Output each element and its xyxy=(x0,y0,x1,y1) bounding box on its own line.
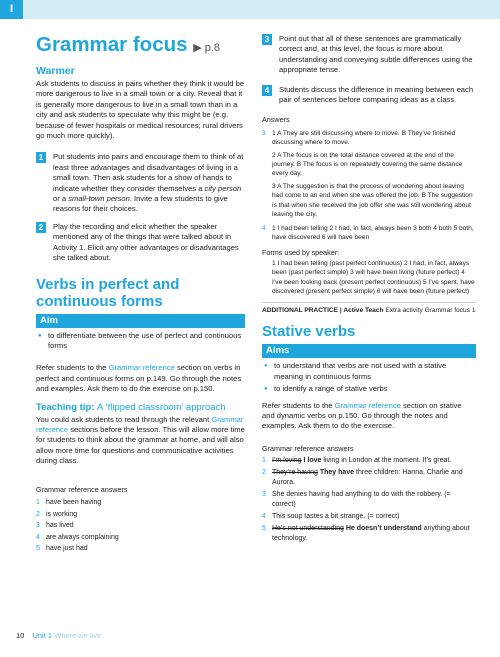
section-tab: I xyxy=(0,0,23,19)
warmer-text: Ask students to discuss in pairs whether they think it would be more dangerous to live in a small town or a city. Reveal that it is generally more dangerous to live in a small town than in a city and ask students to speculate why this might be (e.g. because of fewer hospitals or medical resources; rural drivers go much more quickly). xyxy=(36,79,245,141)
refer-text: Refer students to the Grammar reference section on stative and dynamic verbs on p.150. Go through the notes and examples. Ask them to do the exercise. xyxy=(262,400,462,431)
section-heading-verbs: Verbs in perfect and continuous forms xyxy=(36,275,180,310)
answer-item: 4 are always complaining xyxy=(36,533,119,541)
grammar-reference-link: Grammar reference xyxy=(36,414,244,434)
refer-text: Refer students to the Grammar reference section on verbs in perfect and continuous forms on p.149. Go through the notes and examples. Ask them to do the exercise on p.150. xyxy=(36,363,242,394)
page-number: 10 xyxy=(16,631,25,640)
step-3: 3 Point out that all of these sentences are grammatically correct and, at this level, the focus is more about understanding and conveying subtle differences using the appropriate tense. xyxy=(262,34,476,76)
step-number: 3 xyxy=(262,34,272,45)
forms-text: 1 I had been telling (past perfect continuous) 2 I had, in fact, always been (past perfect simple) 3 will have been living (future perfect) 4 I’ve been looking back (present perfect continuous) 5 I’ve spent, have discovered (present perfect simple) 6 will have been (future perfect) xyxy=(272,259,475,295)
unit-title: Where we live xyxy=(54,631,102,640)
answers-4: 4 1 I had been telling 2 I had, in fact, always been 3 both 4 both 5 both, have discovered 6 will have been xyxy=(262,224,474,241)
step-4: 4 Students discuss the difference in meaning between each pair of sentences before comparing ideas as a class. xyxy=(262,85,476,106)
answer-item: 2 They’re having They have three children: Hanna, Charlie and Aurora. xyxy=(262,469,463,487)
aim-item: ● to understand that verbs are not used with a stative meaning in continuous forms xyxy=(262,361,476,382)
page-reference: ▶ p.8 xyxy=(193,42,221,54)
step-2: 2 Play the recording and elicit whether the speaker mentioned any of the things that were talked about in Activity 1. Elicit any other advantages or disadvantages she talked about. xyxy=(36,222,245,264)
teaching-tip-text: You could ask students to read through the relevant Grammar reference sections before the lesson. This will allow more time for students to think about the grammar at home, and will also allow more time for questions and communicative activities during class. xyxy=(36,414,245,466)
aim-item: ● to identify a range of stative verbs xyxy=(262,384,476,394)
top-bar xyxy=(0,0,500,19)
unit-label: Unit 1 xyxy=(32,631,53,640)
answer-item: 2 is working xyxy=(36,510,78,518)
teaching-tip-heading: Teaching tip: A ‘flipped classroom’ approach xyxy=(36,401,226,413)
step-number: 4 xyxy=(262,85,272,96)
left-column xyxy=(36,34,245,555)
answer-item: 5 have just had xyxy=(36,545,88,553)
aim-bar: Aim xyxy=(36,314,245,328)
step-number: 2 xyxy=(36,222,46,233)
gr-answers-list xyxy=(262,456,476,544)
answer-item: 3 has lived xyxy=(36,522,74,530)
gr-answers-heading: Grammar reference answers xyxy=(36,484,128,494)
gr-answers-list xyxy=(36,497,245,555)
grammar-reference-link: Grammar reference xyxy=(334,400,401,410)
step-1: 1 Put students into pairs and encourage them to think of at least three advantages and disadvantages of living in a small town. Then ask students for a show of hands to indicate whether they consider themselves a city person or a small-town person. Invite a few students to give reasons for their choices. xyxy=(36,152,245,214)
warmer-heading: Warmer xyxy=(36,65,75,77)
grammar-reference-link: Grammar reference xyxy=(108,363,175,373)
answer-item: 5 He’s not understanding He doesn’t understand anything about technology. xyxy=(262,525,470,543)
page-footer xyxy=(16,631,101,640)
gr-answers-heading: Grammar reference answers xyxy=(262,443,354,453)
answer-item: 1 I’m loving I love living in London at the moment. It’s great. xyxy=(262,457,452,465)
aim-item: ● to differentiate between the use of perfect and continuous forms xyxy=(36,331,245,352)
answer-item: 4 This soup tastes a bit strange. (= correct) xyxy=(262,513,400,521)
answers-3: 3 1 A They are still discussing where to move. B They’ve finished discussing where to move. 2 A The focus is on the total distance covered at the end of the journey. B The focus is on repeatedly covering the same distance every day. 3 A The suggestion is that the process of wondering about leaving had come to an end when she was offered the job. B The suggestion is that when she received the job offer she was still wondering about leaving the city. xyxy=(262,129,473,219)
forms-heading: Forms used by speaker: xyxy=(262,248,340,258)
page-title: Grammar focus ▶ p.8 xyxy=(36,33,221,56)
answers-heading: Answers xyxy=(262,115,290,125)
aims-bar: Aims xyxy=(262,344,476,358)
additional-practice: ADDITIONAL PRACTICE | Active Teach Extra activity Grammar focus 1 xyxy=(262,302,476,314)
answer-item: 1 have been having xyxy=(36,498,102,506)
right-column xyxy=(262,34,476,544)
step-number: 1 xyxy=(36,152,46,163)
answer-item: 3 She denies having had anything to do with the robbery. (= correct) xyxy=(262,491,451,509)
section-heading-stative: Stative verbs xyxy=(262,323,356,341)
